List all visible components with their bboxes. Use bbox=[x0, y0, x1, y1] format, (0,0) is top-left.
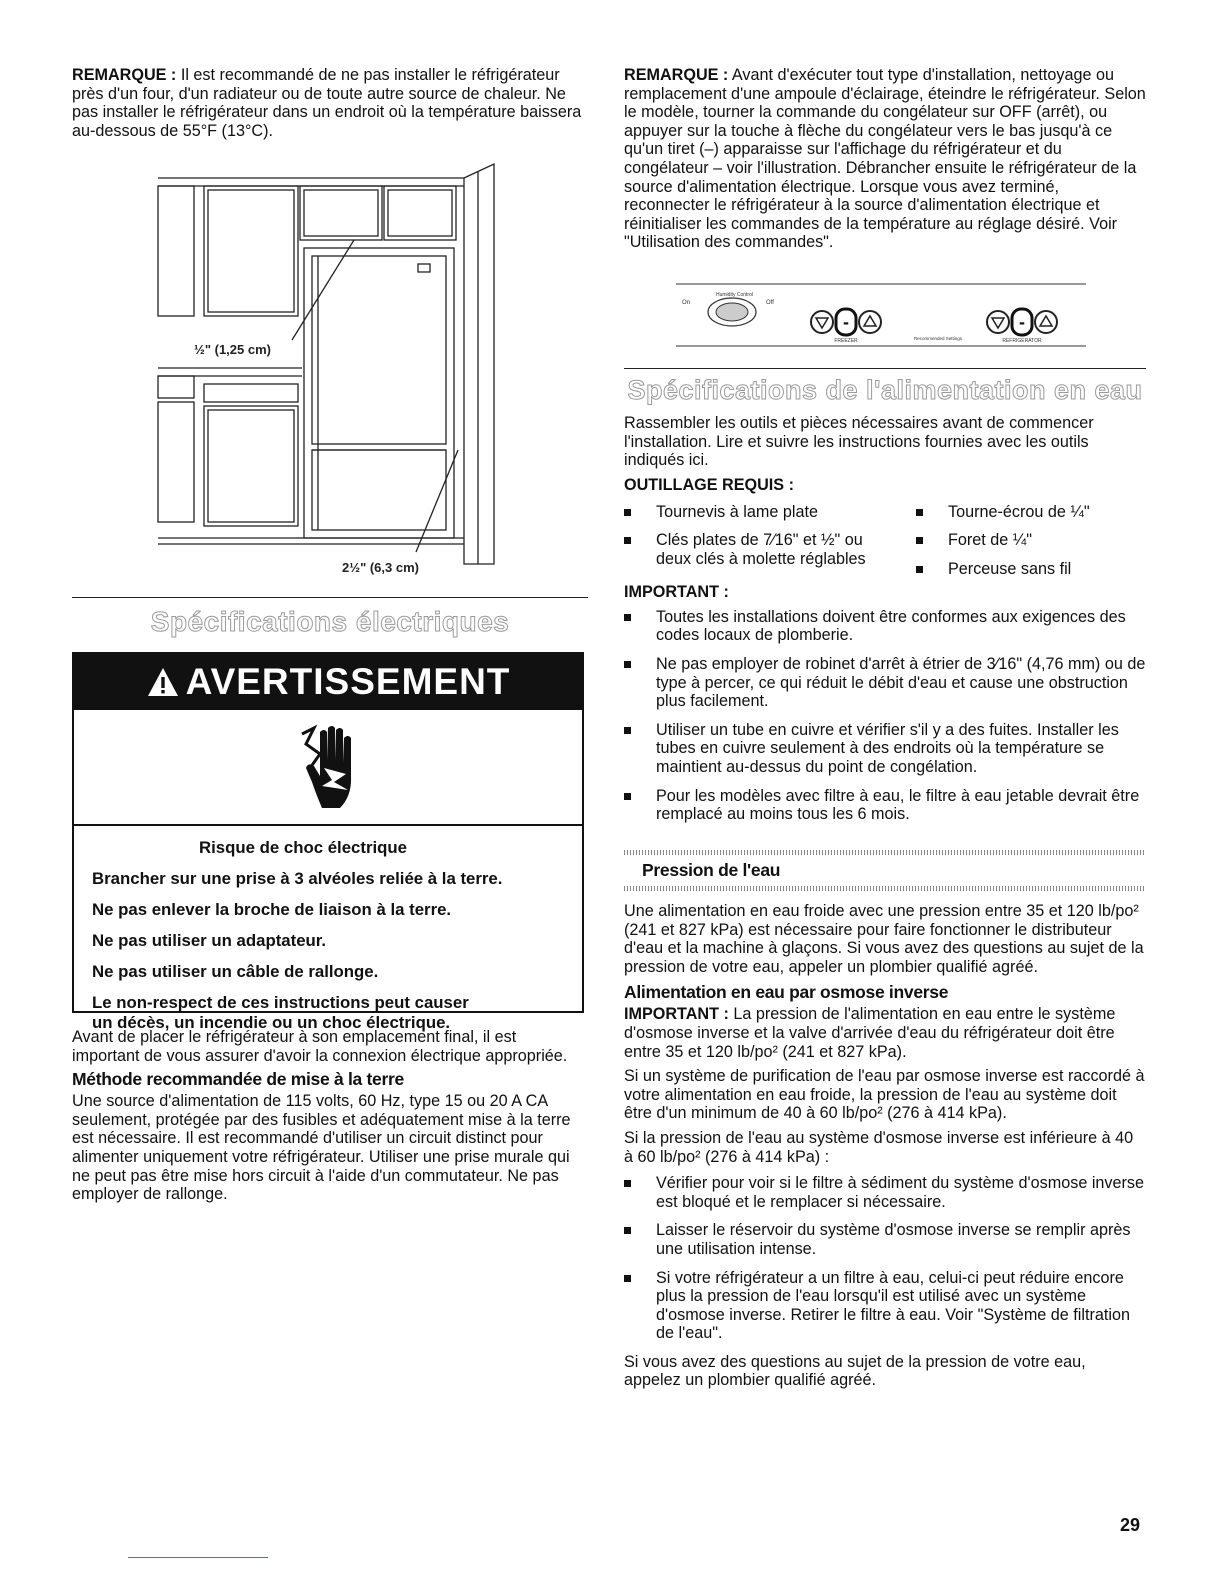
warning-icon-area bbox=[74, 710, 582, 826]
electric-shock-hand-icon bbox=[300, 724, 364, 814]
important-item: Pour les modèles avec filtre à eau, le filtre à eau jetable devrait être remplacé au moins tous les 6 mois. bbox=[624, 787, 1146, 824]
warning-line-4: Ne pas utiliser un adaptateur. bbox=[92, 931, 327, 950]
freezer-controls bbox=[811, 309, 881, 344]
control-panel-illustration bbox=[676, 282, 1088, 352]
osmosis-p2: Si un système de purification de l'eau par osmose inverse est raccordé à votre alimentation en eau froide, la pression de l'eau au système doit être d'un minimum de 40 à 60 lb/po² (276 à 414 kPa). bbox=[624, 1067, 1145, 1123]
figure-dim-top: ½" (1,25 cm) bbox=[194, 342, 271, 357]
warning-line-5: Ne pas utiliser un câble de rallonge. bbox=[92, 962, 379, 981]
hatch-bottom bbox=[624, 886, 1146, 891]
pressure-section bbox=[624, 902, 1146, 1390]
left-column bbox=[72, 66, 588, 140]
right-note-label: REMARQUE : bbox=[624, 66, 729, 84]
warning-line-6: Le non-respect de ces instructions peut causer bbox=[92, 993, 469, 1012]
osmosis-heading: Alimentation en eau par osmose inverse bbox=[624, 982, 949, 1003]
fridge-down-button[interactable] bbox=[987, 311, 1009, 333]
tools-list bbox=[624, 503, 1146, 581]
warning-lines bbox=[74, 869, 582, 1033]
warning-line-3: Ne pas enlever la broche de liaison à la terre. bbox=[92, 900, 452, 919]
closing-text: Si vous avez des questions au sujet de la pression de votre eau, appelez un plombier qualifié agréé. bbox=[624, 1352, 1086, 1390]
left-note-label: REMARQUE : bbox=[72, 66, 177, 84]
important-list bbox=[624, 608, 1146, 824]
osmosis-list bbox=[624, 1174, 1146, 1343]
refrigerator-controls bbox=[987, 309, 1057, 344]
electrical-intro: Avant de placer le réfrigérateur à son emplacement final, il est important de vous assurer d'avoir la connexion électrique appropriée. bbox=[72, 1028, 568, 1065]
right-column bbox=[624, 66, 1146, 252]
warning-title: AVERTISSEMENT bbox=[185, 661, 511, 702]
warning-text bbox=[74, 826, 582, 1033]
tools-heading: OUTILLAGE REQUIS : bbox=[624, 475, 794, 494]
important-heading: IMPORTANT : bbox=[624, 582, 729, 601]
hatch-top bbox=[624, 850, 1146, 855]
figure-dim-bottom: 2½" (6,3 cm) bbox=[342, 560, 419, 575]
water-intro: Rassembler les outils et pièces nécessaires avant de commencer l'installation. Lire et suivre les instructions fournies avec les outils indiqués ici. bbox=[624, 414, 1094, 470]
pressure-text: Une alimentation en eau froide avec une pression entre 35 et 120 lb/po² (241 et 827 kPa) est nécessaire pour faire fonctionner le distributeur d'eau et la machine à glaçons. Si vous avez des questions au sujet de la pression de votre eau, appeler un plombier qualifié agréé. bbox=[624, 902, 1144, 976]
warning-box bbox=[72, 652, 584, 1032]
osmosis-important bbox=[624, 1005, 1146, 1061]
page-number: 29 bbox=[1120, 1515, 1141, 1535]
recommended-label: Recommended Settings bbox=[913, 336, 963, 341]
divider-right bbox=[624, 368, 1146, 369]
tool-item: Tournevis à lame plate bbox=[624, 503, 894, 522]
warning-line-1: Risque de choc électrique bbox=[199, 838, 407, 857]
water-heading: Spécifications de l'alimentation en eau bbox=[627, 375, 1143, 405]
electrical-body bbox=[72, 1028, 588, 1204]
bottom-line bbox=[128, 1557, 268, 1558]
osmosis-item: Si votre réfrigérateur a un filtre à eau, celui-ci peut réduire encore plus la pression de l'eau lorsqu'il est utilisé avec un système d'osmose inverse. Retirer le filtre à eau. Voir "Système de filtration de l'eau". bbox=[624, 1269, 1146, 1343]
osmosis-item: Laisser le réservoir du système d'osmose inverse se remplir après une utilisation intense. bbox=[624, 1221, 1146, 1258]
left-note bbox=[72, 66, 588, 140]
freezer-down-button[interactable] bbox=[811, 311, 833, 333]
important-item: Ne pas employer de robinet d'arrêt à étrier de 3⁄16" (4,76 mm) ou de type à percer, ce qui réduit le débit d'eau et cause une obstruction plus facilement. bbox=[624, 655, 1146, 711]
grounding-heading: Méthode recommandée de mise à la terre bbox=[72, 1069, 404, 1090]
osmosis-item: Vérifier pour voir si le filtre à sédiment du système d'osmose inverse est bloqué et le remplacer si nécessaire. bbox=[624, 1174, 1146, 1211]
freezer-label: FREEZER bbox=[834, 338, 858, 344]
tool-item: Foret de ¼" bbox=[916, 531, 1146, 550]
freezer-up-button[interactable] bbox=[859, 311, 881, 333]
important-item: Utiliser un tube en cuivre et vérifier s'il y a des fuites. Installer les tubes en cuivre seulement à des endroits où la température se maintient au-dessus du point de congélation. bbox=[624, 721, 1146, 777]
tool-item: Clés plates de 7⁄16" et ½" ou deux clés à molette réglables bbox=[624, 531, 894, 568]
warning-line-2: Brancher sur une prise à 3 alvéoles reliée à la terre. bbox=[92, 869, 503, 888]
refrigerator-label: REFRIGERATOR bbox=[1002, 338, 1042, 344]
tool-item: Tourne-écrou de ¼" bbox=[916, 503, 1146, 522]
on-label: On bbox=[682, 300, 691, 306]
divider-left bbox=[72, 597, 588, 598]
tool-item: Perceuse sans fil bbox=[916, 560, 1146, 579]
osmosis-text: La pression de l'alimentation en eau entre le système d'osmose inverse et la valve d'arrivée d'eau du réfrigérateur doit être entre 35 et 120 lb/po² (241 et 827 kPa). bbox=[624, 1005, 1116, 1061]
grounding-text: Une source d'alimentation de 115 volts, 60 Hz, type 15 ou 20 A CA seulement, protégée par des fusibles et adéquatement mise à la terre est nécessaire. Il est recommandé d'utiliser un circuit distinct pour alimenter uniquement votre réfrigérateur. Utiliser une prise murale qui ne peut pas être mise hors circuit à l'aide d'un commutateur. Ne pas employer de rallonge. bbox=[72, 1092, 571, 1204]
osmosis-p3: Si la pression de l'eau au système d'osmose inverse est inférieure à 40 à 60 lb/po² (276 à 414 kPa) : bbox=[624, 1128, 1134, 1166]
osmosis-label: IMPORTANT : bbox=[624, 1005, 729, 1024]
freezer-display-value: - bbox=[843, 312, 849, 332]
cabinet-clearance-figure bbox=[86, 160, 506, 580]
fridge-display-value: - bbox=[1019, 312, 1025, 332]
warning-line-7: un décès, un incendie ou un choc électrique. bbox=[92, 1013, 451, 1032]
important-item: Toutes les installations doivent être conformes aux exigences des codes locaux de plomberie. bbox=[624, 608, 1146, 645]
right-note bbox=[624, 66, 1146, 252]
pressure-heading: Pression de l'eau bbox=[642, 860, 781, 880]
fridge-up-button[interactable] bbox=[1035, 311, 1057, 333]
humidity-label: Humidity Control bbox=[716, 292, 753, 298]
water-section bbox=[624, 414, 1146, 824]
warning-header bbox=[74, 654, 582, 710]
tools-left bbox=[624, 503, 894, 569]
left-note-text: Il est recommandé de ne pas installer le réfrigérateur près d'un four, d'un radiateur ou de toute autre source de chaleur. Ne pas installer le réfrigérateur dans un endroit où la température baissera au-dessous de 55°F (13°C). bbox=[72, 66, 582, 140]
warning-triangle-icon bbox=[146, 666, 180, 698]
right-note-text: Avant d'exécuter tout type d'installation, nettoyage ou remplacement d'une ampoule d'éclairage, éteindre le réfrigérateur. Selon le modèle, tourner la commande du congélateur sur OFF (arrêt), ou appuyer sur la touche à flèche du congélateur vers le bas jusqu'à ce qu'un tiret (–) apparaisse sur l'affichage du réfrigérateur et du congélateur – voir l'illustration. Débrancher ensuite le réfrigérateur de la source d'alimentation électrique. Lorsque vous avez terminé, reconnecter le réfrigérateur à la source d'alimentation électrique et réinitialiser les commandes de la température au réglage désiré. Voir "Utilisation des commandes". bbox=[624, 66, 1146, 252]
electrical-heading: Spécifications électriques bbox=[150, 606, 510, 637]
tools-right bbox=[916, 503, 1146, 579]
off-label: Off bbox=[766, 300, 774, 306]
